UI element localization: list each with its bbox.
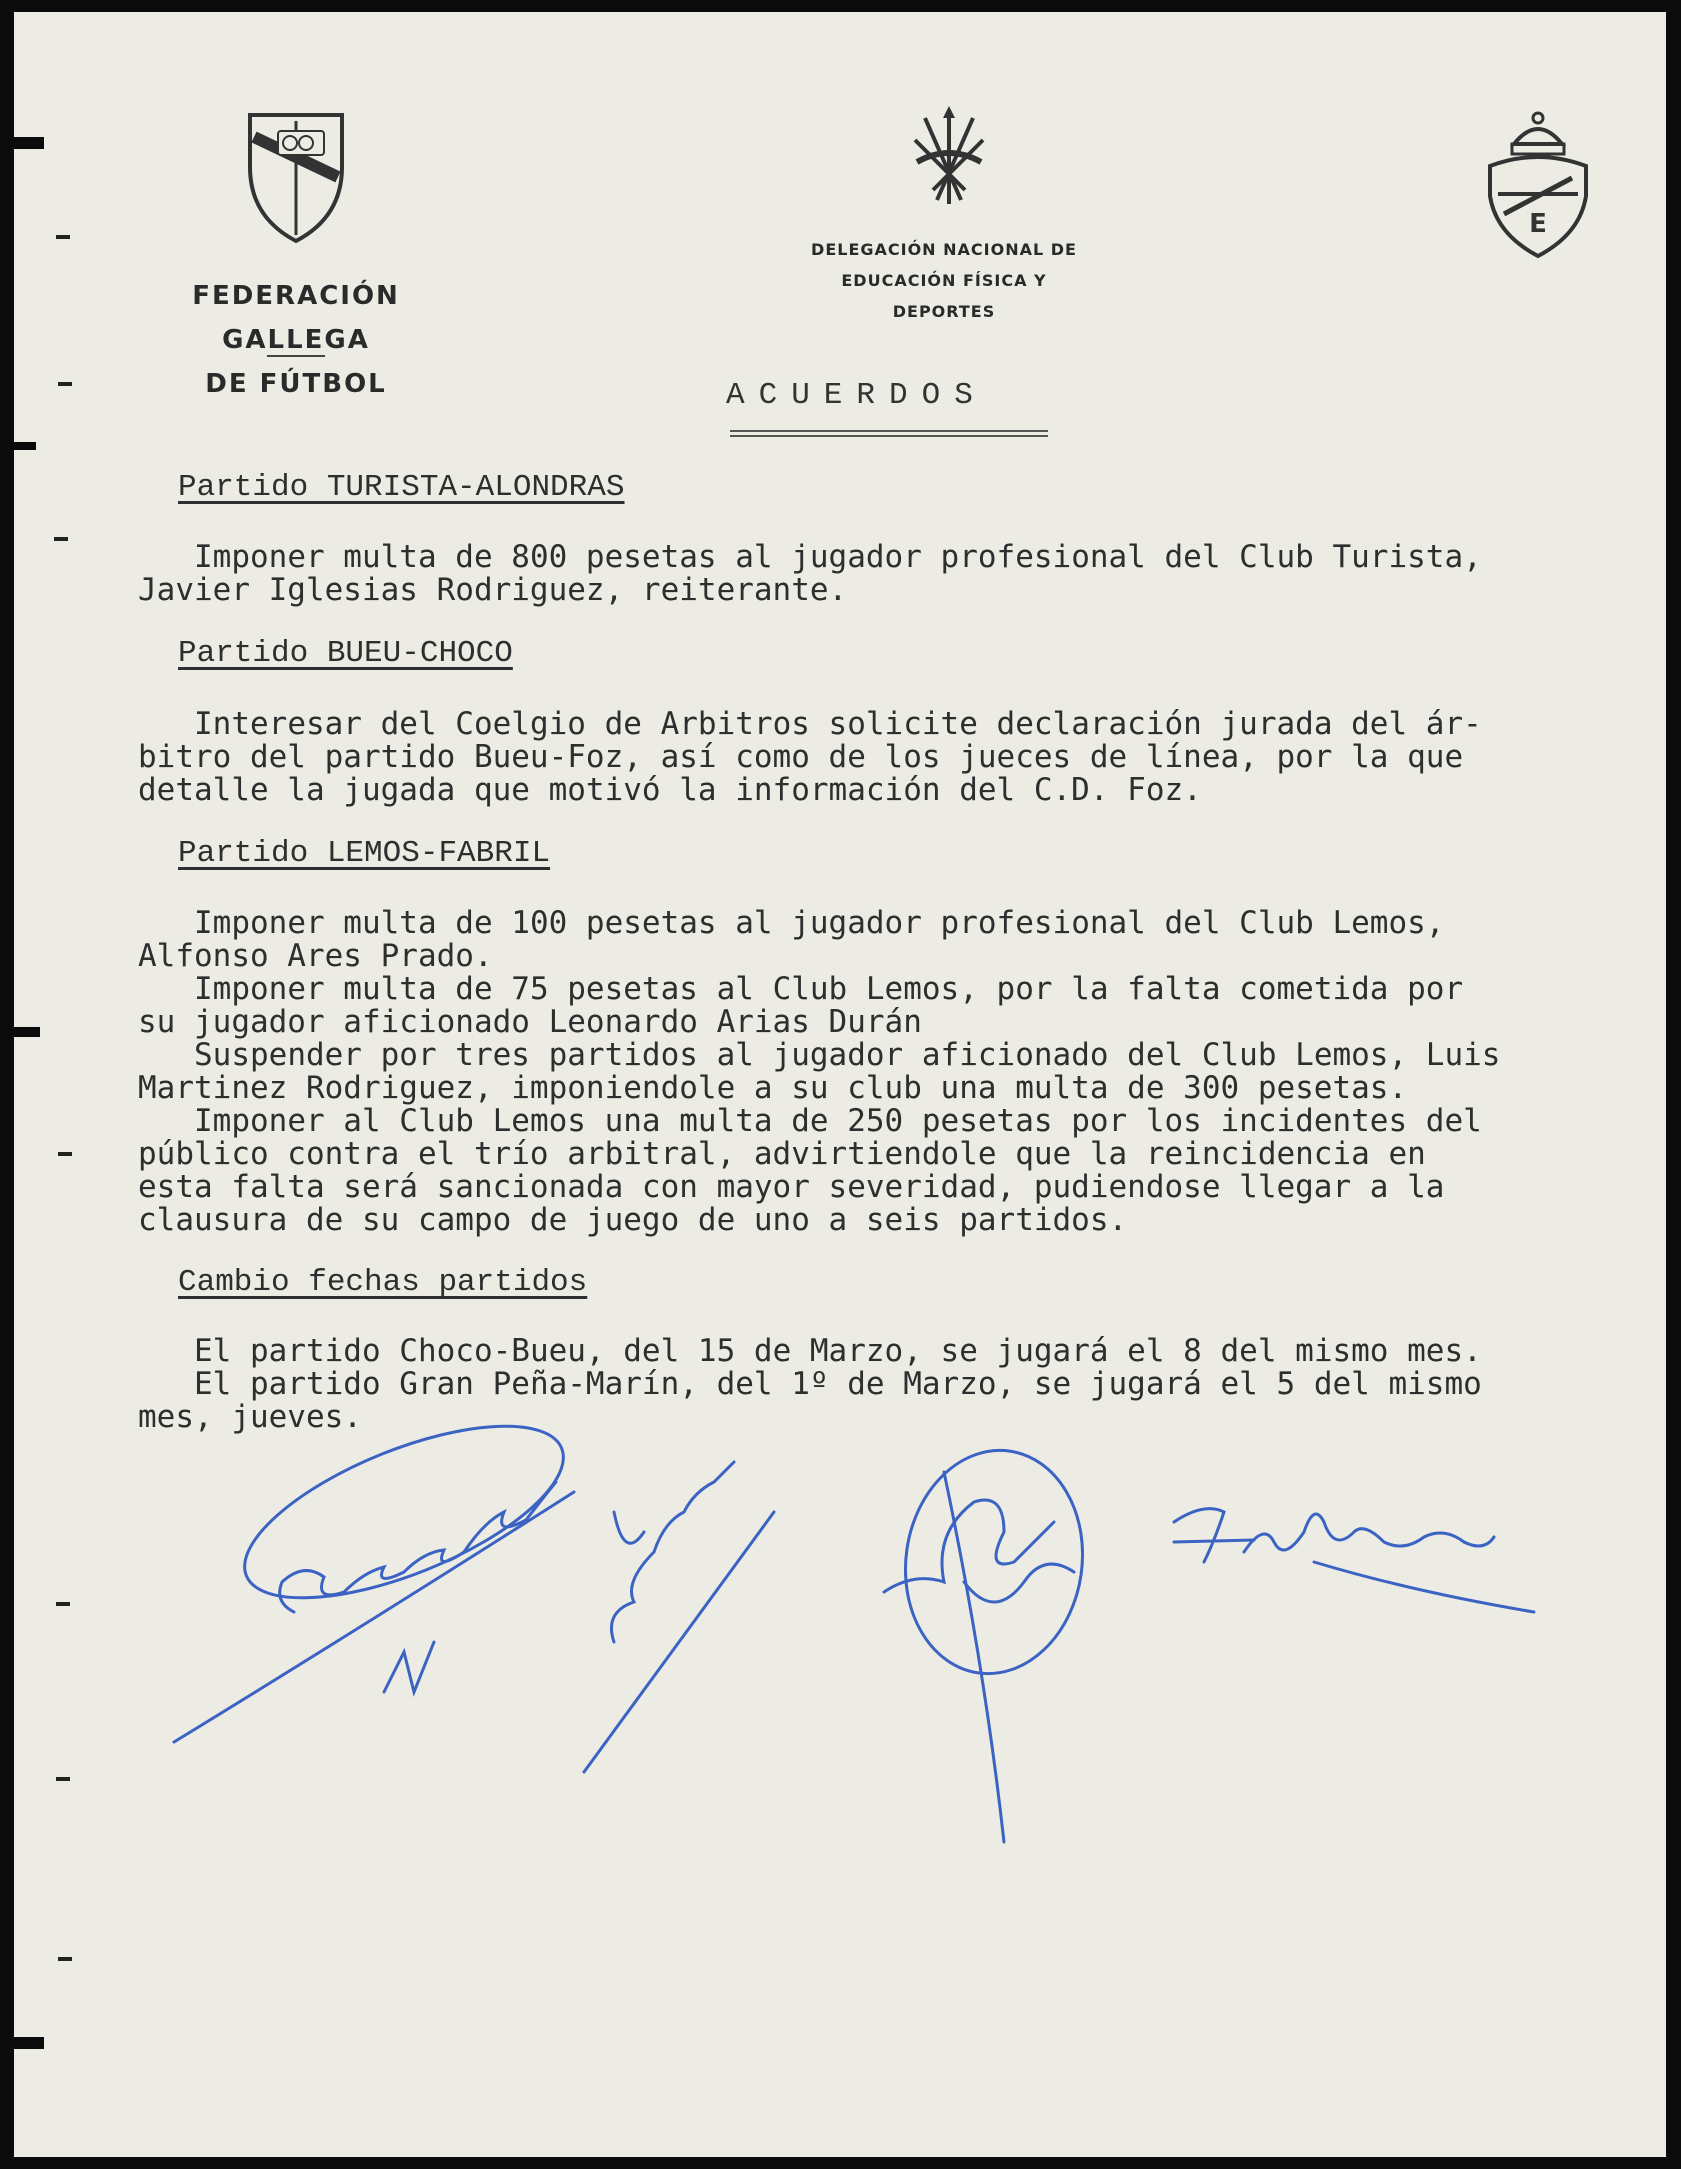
signature-1 [154, 1402, 794, 1782]
galician-football-federation-shield-icon [244, 107, 348, 247]
yoke-and-arrows-emblem-icon [909, 104, 989, 208]
punch-mark [58, 382, 72, 386]
section-heading-turista-alondras: Partido TURISTA-ALONDRAS [178, 470, 625, 505]
torn-edge [14, 1027, 40, 1037]
punch-mark [58, 1152, 72, 1156]
signature-2 [854, 1432, 1174, 1862]
section-heading-cambio-fechas: Cambio fechas partidos [178, 1265, 588, 1300]
torn-edge [14, 442, 36, 450]
delegation-name-line1: DELEGACIÓN NACIONAL DE [811, 240, 1077, 259]
federation-name-line1: FEDERACIÓN GALLEGA [192, 281, 400, 355]
svg-text:E: E [1529, 209, 1547, 239]
section-body-lemos-fabril: Imponer multa de 100 pesetas al jugador profesional del Club Lemos, Alfonso Ares Prado. Imponer multa de 75 pesetas al Club Lemos, por la falta cometida por su jugador aficionado Leonardo Arias Durán Suspender por tres partidos al jugador aficionado del Club Lemos, Luis Martinez Rodriguez, imponiendole a su club una multa de 300 pesetas. Imponer al Club Lemos una multa de 250 pesetas por los incidentes del público contra el trío arbitral, advirtiendole que la reincidencia en esta falta será sancionada con mayor severidad, pudiendose llegar a la clausura de su campo de juego de uno a seis partidos. [138, 905, 1501, 1238]
delegation-name-line2: EDUCACIÓN FÍSICA Y DEPORTES [841, 271, 1047, 321]
section-heading-bueu-choco: Partido BUEU-CHOCO [178, 636, 513, 671]
document-title: ACUERDOS [726, 378, 987, 413]
punch-mark [56, 1602, 70, 1606]
section-body-bueu-choco: Interesar del Coelgio de Arbitros solicite declaración jurada del ár- bitro del partido Bueu-Foz, así como de los jueces de línea, por la que detalle la jugada que motivó la información del C.D. Foz. [138, 706, 1482, 808]
punch-mark [56, 235, 70, 239]
delegation-name [789, 234, 1099, 327]
section-body-turista-alondras: Imponer multa de 800 pesetas al jugador profesional del Club Turista, Javier Iglesias Rodriguez, reiterante. [138, 539, 1482, 608]
divider [267, 355, 325, 357]
federation-name [126, 274, 466, 406]
punch-mark [54, 537, 68, 541]
punch-mark [58, 1957, 72, 1961]
document-page [14, 12, 1666, 2157]
torn-edge [14, 2037, 44, 2049]
punch-mark [56, 1777, 70, 1781]
federation-name-line2: DE FÚTBOL [205, 369, 387, 399]
torn-edge [14, 137, 44, 149]
section-body-cambio-fechas: El partido Choco-Bueu, del 15 de Marzo, se jugará el 8 del mismo mes. El partido Gran Peña-Marín, del 1º de Marzo, se jugará el 5 del mismo mes, jueves. [138, 1333, 1482, 1435]
royal-spanish-federation-crowned-shield-icon [1484, 104, 1592, 264]
title-double-underline [730, 430, 1048, 437]
signature-3 [1164, 1482, 1554, 1632]
section-heading-lemos-fabril: Partido LEMOS-FABRIL [178, 836, 551, 871]
